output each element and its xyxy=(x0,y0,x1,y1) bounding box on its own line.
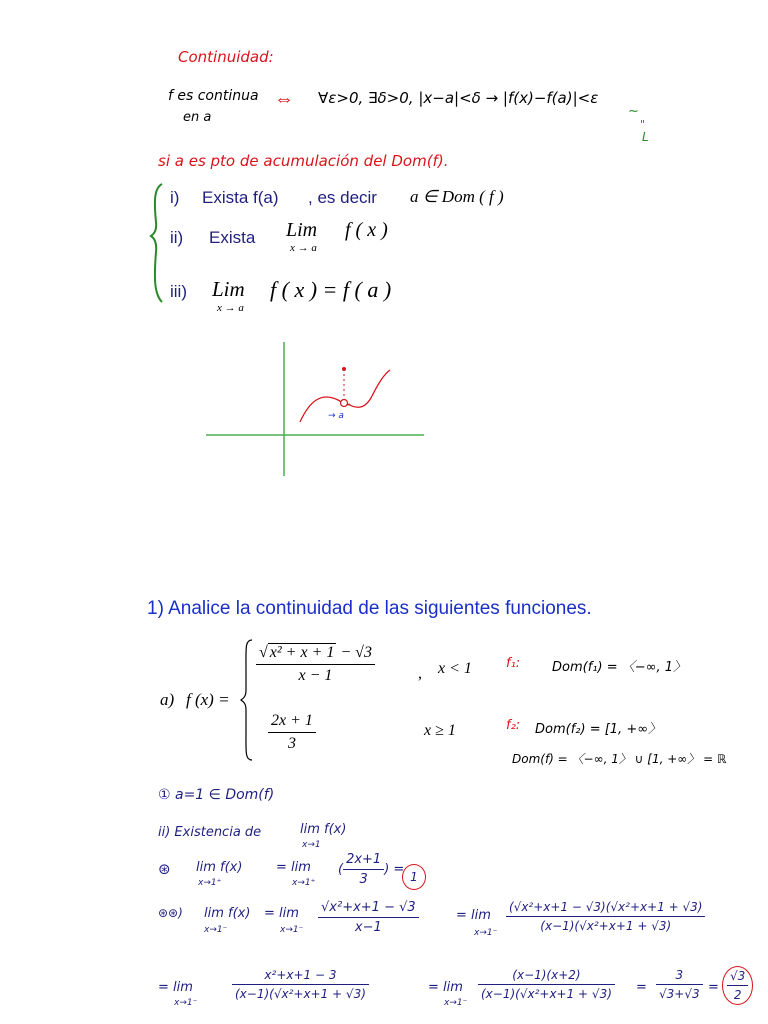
f1-label: f₁: xyxy=(506,656,521,671)
left-fraction2 xyxy=(506,900,705,933)
piece2-num: 2x + 1 xyxy=(268,712,316,733)
condition-i-math: a ∈ Dom ( f ) xyxy=(410,187,504,206)
right-eq-sub: x→1⁺ xyxy=(292,878,316,888)
piece1-num-rest: − √3 xyxy=(340,644,372,661)
final-answer xyxy=(722,966,753,1005)
condition-ii-label: ii) xyxy=(170,228,184,247)
line3-den: (x−1)(√x²+x+1 + √3) xyxy=(235,987,366,1001)
f1-domain: Dom(f₁) = 〈−∞, 1〉 xyxy=(552,660,686,675)
piece2-fraction xyxy=(268,712,316,753)
line3-eq2: = lim xyxy=(428,980,463,995)
left-num2: (√x²+x+1 − √3)(√x²+x+1 + √3) xyxy=(506,900,705,917)
solution-step2-lim: lim f(x) xyxy=(300,822,347,837)
condition-iii-lim-sub: x → a xyxy=(217,302,244,314)
solution-step1: ① a=1 ∈ Dom(f) xyxy=(158,787,275,803)
solution-step2: ii) Existencia de xyxy=(158,825,262,840)
exercise-label: a) xyxy=(160,690,175,709)
left-eq2-sub: x→1⁻ xyxy=(474,928,498,938)
right-lim-sub: x→1⁺ xyxy=(198,878,222,888)
left-eq: = lim xyxy=(264,906,299,921)
definition-lead: f es continua xyxy=(168,88,259,104)
section-title: Continuidad: xyxy=(178,48,274,66)
hole-point xyxy=(341,400,348,407)
accumulation-note: si a es pto de acumulación del Dom(f). xyxy=(158,152,449,170)
line3-num: x²+x+1 − 3 xyxy=(232,968,369,985)
iff-symbol: ⇔ xyxy=(274,88,294,110)
left-lim: lim f(x) xyxy=(204,906,251,921)
left-num: √x²+x+1 − √3 xyxy=(318,900,419,918)
condition-iii-lim: Lim xyxy=(212,277,245,301)
piece2-condition: x ≥ 1 xyxy=(424,722,456,739)
line3-eq3: = xyxy=(636,980,647,995)
exercise-heading: 1) Analice la continuidad de las siguientes funciones. xyxy=(147,598,592,619)
piece1-fraction: $\frac{\text{√ x² + x + 1 − √3}}{x - 1}$ xyxy=(256,644,375,685)
line3-eq: = lim xyxy=(158,980,193,995)
curve-right xyxy=(348,370,390,407)
condition-i-mid: , es decir xyxy=(308,188,377,207)
left-eq2: = lim xyxy=(456,908,491,923)
right-result: 1 xyxy=(402,864,426,890)
condition-iii-math: f ( x ) = f ( a ) xyxy=(270,277,392,302)
right-lim: lim f(x) xyxy=(196,860,243,875)
left-fraction xyxy=(318,900,419,935)
condition-ii-math: f ( x ) xyxy=(345,219,388,241)
domain-total: Dom(f) = 〈−∞, 1〉 ∪ [1, +∞〉 = ℝ xyxy=(512,752,727,766)
right-expr-num: 2x+1 xyxy=(343,852,384,870)
condition-ii-lim-sub: x → a xyxy=(290,242,317,254)
line3-eq4: = xyxy=(708,980,719,995)
line3-num3: 3 xyxy=(656,968,703,985)
fx-lhs: f (x) = xyxy=(186,690,230,709)
right-expr-den: 3 xyxy=(359,872,368,887)
line3-den2: (x−1)(√x²+x+1 + √3) xyxy=(481,987,612,1001)
line3-fraction3 xyxy=(656,968,703,1001)
left-den2: (x−1)(√x²+x+1 + √3) xyxy=(540,919,672,933)
piece1-separator: , xyxy=(418,665,422,682)
right-eq: = lim xyxy=(276,860,311,875)
piece2-den: 3 xyxy=(287,735,296,752)
condition-ii-lim: Lim xyxy=(286,219,318,241)
left-lim-sub: x→1⁻ xyxy=(204,925,228,935)
margin-note-3: L xyxy=(642,130,649,144)
final-num: √3 xyxy=(727,969,748,986)
line3-num2: (x−1)(x+2) xyxy=(478,968,615,985)
line3-sub: x→1⁻ xyxy=(174,998,198,1008)
margin-note-2: " xyxy=(640,118,646,131)
definition-lead-2: en a xyxy=(183,110,212,125)
f2-domain: Dom(f₂) = [1, +∞〉 xyxy=(535,722,662,737)
left-label: ⊛⊛) xyxy=(158,906,183,920)
margin-note: ~ xyxy=(628,104,639,119)
f2-label: f₂: xyxy=(506,718,521,733)
isolated-point xyxy=(342,367,346,371)
line3-fraction2 xyxy=(478,968,615,1001)
final-den: 2 xyxy=(733,988,742,1002)
line3-eq2-sub: x→1⁻ xyxy=(444,998,468,1008)
condition-iii-label: iii) xyxy=(170,282,187,301)
right-expr: ( $\frac{2x+1}{3}$ ) = xyxy=(338,852,405,887)
graph-arrow-note: → a xyxy=(328,411,344,421)
condition-i-label: i) xyxy=(170,188,180,207)
line3-fraction xyxy=(232,968,369,1001)
piece1-den: x − 1 xyxy=(298,667,333,684)
condition-i-text: Exista f(a) xyxy=(202,188,279,207)
piecewise-brace xyxy=(240,638,254,762)
green-brace xyxy=(148,182,168,304)
solution-step2-sub: x→1 xyxy=(302,840,321,850)
piece1-condition: x < 1 xyxy=(438,660,472,677)
left-den: x−1 xyxy=(354,920,382,935)
piece1-num-sqrt: x² + x + 1 xyxy=(269,644,335,661)
continuity-graph xyxy=(200,340,430,480)
line3-den3: √3+√3 xyxy=(659,987,700,1001)
right-bullet: ⊛ xyxy=(158,860,171,878)
condition-ii-text: Exista xyxy=(209,228,256,247)
left-eq-sub: x→1⁻ xyxy=(280,925,304,935)
epsilon-delta-condition: ∀ε>0, ∃δ>0, |x−a|<δ → |f(x)−f(a)|<ε xyxy=(318,89,599,107)
